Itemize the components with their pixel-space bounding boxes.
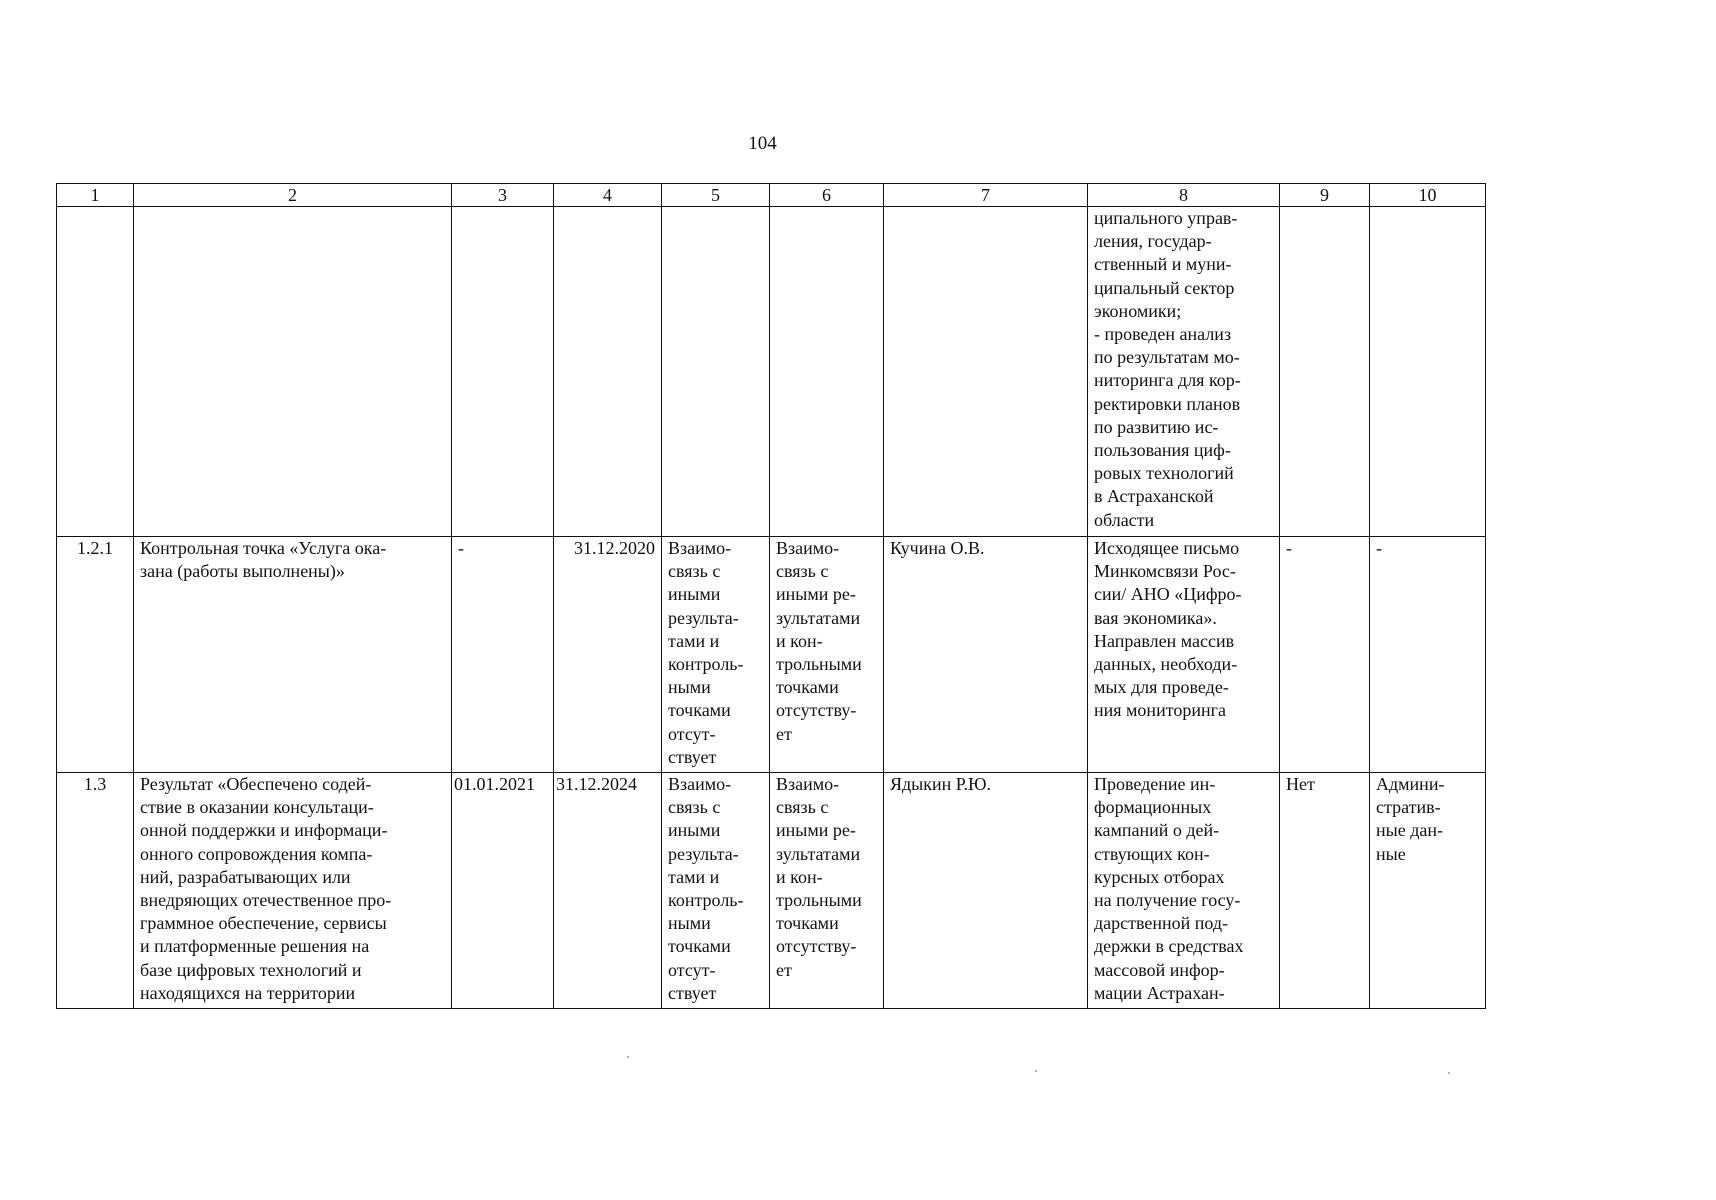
cell-name: [134, 207, 452, 537]
cell-number: 1.2.1: [57, 537, 134, 773]
column-header: 4: [554, 184, 662, 207]
cell-relation-b: [770, 207, 884, 537]
cell-description: ципального управ- ления, государ- ственный и муни- ципальный сектор экономики; - проведен анализ по результатам мо- ниторинга для кор- ректировки планов по развитию ис- пользования циф- ровых технологий в Астраханской области: [1088, 207, 1280, 537]
cell-relation-b: Взаимо- связь с иными ре- зультатами и кон- трольными точками отсутству- ет: [770, 537, 884, 773]
cell-flag: Нет: [1280, 773, 1370, 1009]
cell-responsible: [884, 207, 1088, 537]
table-row: [57, 537, 1486, 773]
page-number: 104: [748, 133, 777, 154]
table-row: [57, 207, 1486, 537]
cell-source: Админи- стратив- ные дан- ные: [1370, 773, 1486, 1009]
column-header: 2: [134, 184, 452, 207]
cell-number: 1.3: [57, 773, 134, 1009]
cell-end-date: 31.12.2024: [554, 773, 662, 1009]
scan-speck: [1448, 1072, 1450, 1074]
column-header: 6: [770, 184, 884, 207]
cell-description: Проведение ин- формационных кампаний о дей- ствующих кон- курсных отборах на получение госу- дарственной под- держки в средствах массовой инфор- мации Астрахан-: [1088, 773, 1280, 1009]
table-row: [57, 773, 1486, 1009]
column-header: 1: [57, 184, 134, 207]
cell-flag: [1280, 207, 1370, 537]
column-header: 10: [1370, 184, 1486, 207]
table-header-row: [57, 184, 1486, 207]
cell-responsible: Кучина О.В.: [884, 537, 1088, 773]
cell-relation-a: Взаимо- связь с иными результа- тами и контроль- ными точками отсут- ствует: [662, 537, 770, 773]
column-header: 8: [1088, 184, 1280, 207]
plan-table: [56, 183, 1486, 1009]
scan-speck: [1035, 1070, 1037, 1072]
cell-source: -: [1370, 537, 1486, 773]
cell-name: Контрольная точка «Услуга ока- зана (работы выполнены)»: [134, 537, 452, 773]
cell-start-date: [452, 207, 554, 537]
cell-source: [1370, 207, 1486, 537]
cell-number: [57, 207, 134, 537]
cell-responsible: Ядыкин Р.Ю.: [884, 773, 1088, 1009]
column-header: 7: [884, 184, 1088, 207]
cell-relation-a: Взаимо- связь с иными результа- тами и контроль- ными точками отсут- ствует: [662, 773, 770, 1009]
cell-relation-a: [662, 207, 770, 537]
column-header: 9: [1280, 184, 1370, 207]
cell-flag: -: [1280, 537, 1370, 773]
column-header: 3: [452, 184, 554, 207]
cell-relation-b: Взаимо- связь с иными ре- зультатами и кон- трольными точками отсутству- ет: [770, 773, 884, 1009]
cell-start-date: -: [452, 537, 554, 773]
cell-start-date: 01.01.2021: [452, 773, 554, 1009]
cell-end-date: 31.12.2020: [554, 537, 662, 773]
cell-description: Исходящее письмо Минкомсвязи Рос- сии/ АНО «Цифро- вая экономика». Направлен массив данных, необходи- мых для проведе- ния мониторинга: [1088, 537, 1280, 773]
column-header: 5: [662, 184, 770, 207]
cell-name: Результат «Обеспечено содей- ствие в оказании консультаци- онной поддержки и информаци- онного сопровождения компа- ний, разрабатывающих или внедряющих отечественное про- граммное обеспечение, сервисы и платформенные решения на базе цифровых технологий и находящихся на территории: [134, 773, 452, 1009]
cell-end-date: [554, 207, 662, 537]
scan-speck: [627, 1056, 629, 1058]
